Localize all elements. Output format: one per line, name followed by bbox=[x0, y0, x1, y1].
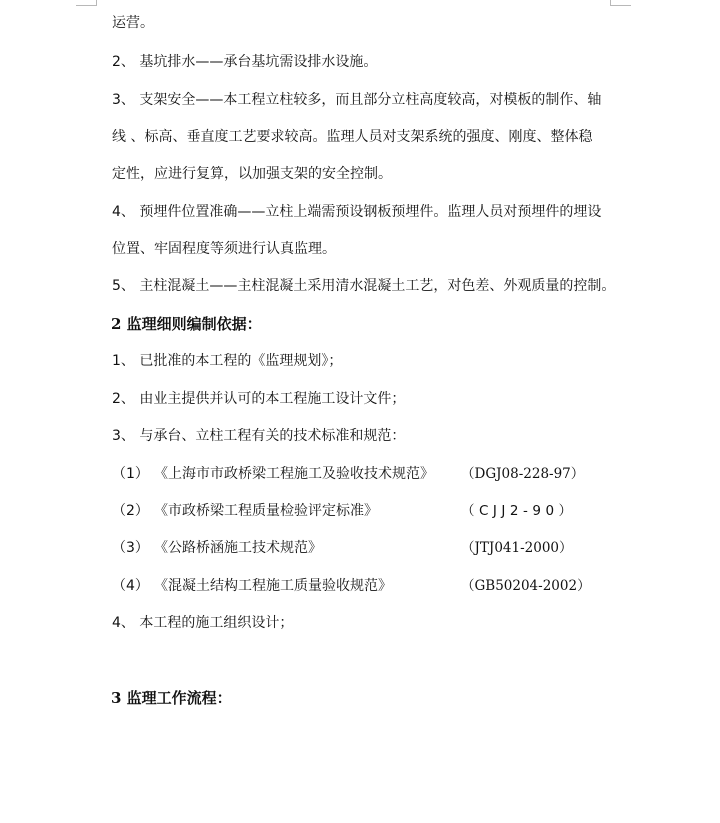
standard-index: （3） bbox=[112, 540, 149, 556]
standard-code: （CJJ2-90） bbox=[461, 503, 577, 519]
text-line: 位置、牢固程度等须进行认真监理。 bbox=[112, 241, 336, 257]
standard-index: （1） bbox=[112, 466, 149, 482]
standard-code: （DGJ08-228-97） bbox=[461, 466, 585, 482]
standard-index: （2） bbox=[112, 503, 149, 519]
text-line: 线 、标高、垂直度工艺要求较高。监理人员对支架系统的强度、刚度、整体稳 bbox=[112, 129, 593, 145]
section-heading: 2 监理细则编制依据： bbox=[111, 315, 262, 333]
list-item: 3、 与承台、立柱工程有关的技术标准和规范： bbox=[112, 428, 406, 444]
page-corner-mark-left bbox=[76, 0, 97, 6]
text-line: 定性，应进行复算，以加强支架的安全控制。 bbox=[112, 166, 392, 182]
standard-code: （GB50204-2002） bbox=[461, 578, 591, 594]
page-corner-mark-right bbox=[610, 0, 631, 6]
list-item: 4、 本工程的施工组织设计； bbox=[112, 615, 294, 631]
text-line: 2、 基坑排水——承台基坑需设排水设施。 bbox=[112, 54, 378, 70]
text-line: 4、 预埋件位置准确——立柱上端需预设钢板预埋件。监理人员对预埋件的埋设 bbox=[112, 204, 602, 220]
list-item: 2、 由业主提供并认可的本工程施工设计文件； bbox=[112, 391, 406, 407]
text-line: 运营。 bbox=[112, 15, 154, 31]
standard-index: （4） bbox=[112, 578, 149, 594]
text-line: 5、 主柱混凝土——主柱混凝土采用清水混凝土工艺，对色差、外观质量的控制。 bbox=[112, 278, 616, 294]
standard-code: （JTJ041-2000） bbox=[461, 540, 573, 556]
text-line: 3、 支架安全——本工程立柱较多，而且部分立柱高度较高，对模板的制作、轴 bbox=[112, 92, 602, 108]
section-heading: 3 监理工作流程： bbox=[111, 689, 232, 707]
list-item: 1、 已批准的本工程的《监理规划》； bbox=[112, 353, 343, 369]
standard-name: 《上海市市政桥梁工程施工及验收技术规范》 bbox=[154, 466, 434, 482]
standard-name: 《混凝土结构工程施工质量验收规范》 bbox=[154, 578, 392, 594]
standard-name: 《市政桥梁工程质量检验评定标准》 bbox=[154, 503, 378, 519]
standard-name: 《公路桥涵施工技术规范》 bbox=[154, 540, 322, 556]
